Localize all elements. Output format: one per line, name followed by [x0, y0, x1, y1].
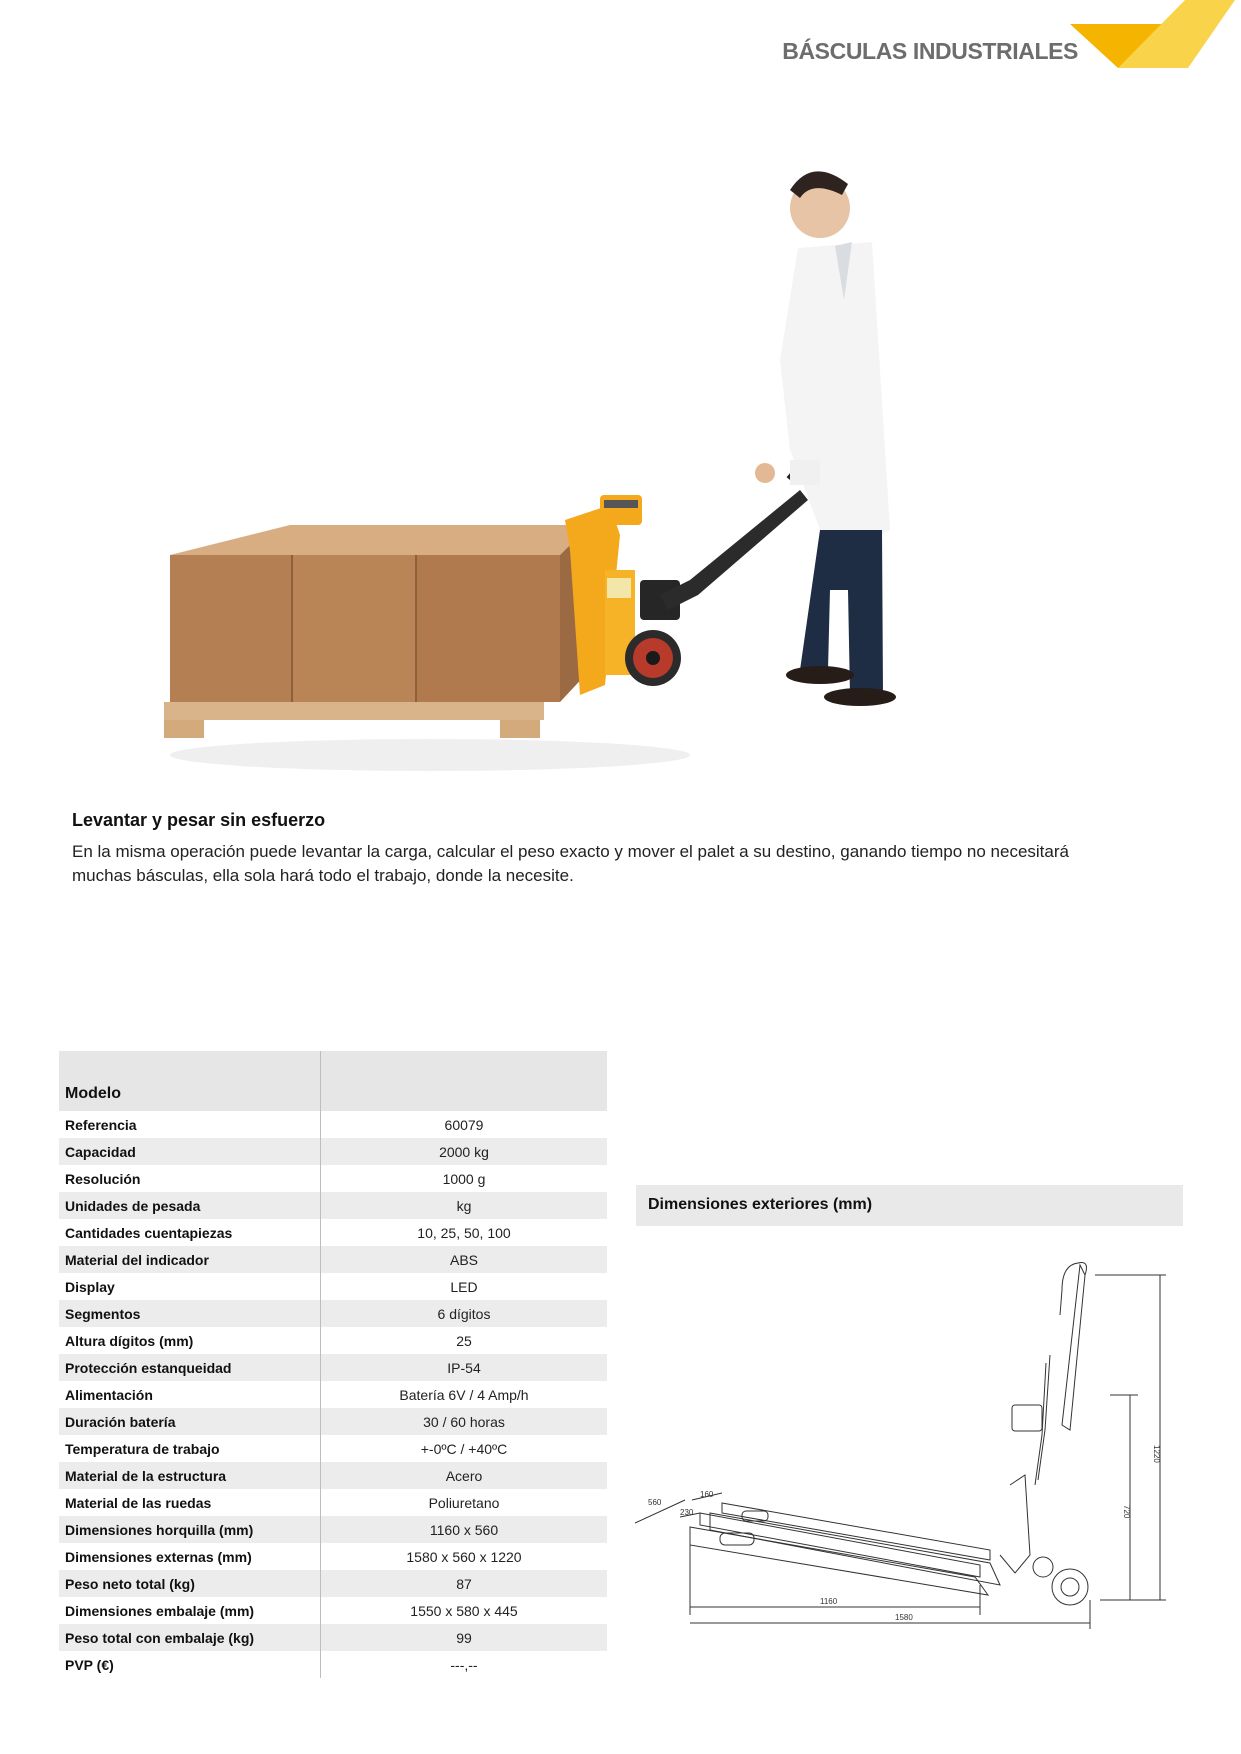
spec-value: 10, 25, 50, 100 — [417, 1224, 511, 1241]
spec-value: +-0ºC / +40ºC — [420, 1440, 508, 1457]
section-title: BÁSCULAS INDUSTRIALES — [782, 38, 1078, 64]
spec-row — [59, 1300, 607, 1327]
spec-row — [59, 1435, 607, 1462]
cardboard-boxes — [170, 525, 590, 702]
spec-value: 6 dígitos — [321, 1300, 608, 1327]
spec-label: Dimensiones horquilla (mm) — [59, 1516, 321, 1543]
spec-label: PVP (€) — [59, 1651, 321, 1678]
spec-label: Capacidad — [59, 1138, 321, 1165]
spec-row — [59, 1111, 607, 1138]
spec-row — [59, 1408, 607, 1435]
dimensions-title: Dimensiones exteriores (mm) — [648, 1196, 873, 1213]
spec-label: Material de la estructura — [59, 1462, 321, 1489]
spec-value: 1550 x 580 x 445 — [410, 1602, 518, 1619]
spec-value: 1000 g — [442, 1170, 486, 1187]
spec-header-row — [59, 1051, 607, 1111]
dim-label-fork-width: 230 — [680, 1508, 694, 1517]
spec-value: 1580 x 560 x 1220 — [406, 1548, 522, 1565]
spec-value: 30 / 60 horas — [321, 1408, 608, 1435]
pallet — [164, 702, 544, 720]
brand-triangle-logo — [1070, 0, 1241, 70]
operator-figure — [755, 171, 896, 706]
dimensions-drawing — [630, 1255, 1170, 1645]
spec-label: Segmentos — [59, 1300, 321, 1327]
spec-row — [59, 1651, 607, 1678]
spec-value: 2000 kg — [321, 1138, 608, 1165]
spec-row — [59, 1354, 607, 1381]
spec-label: Material de las ruedas — [59, 1489, 321, 1516]
dim-label-width: 560 — [648, 1498, 662, 1507]
spec-label: Duración batería — [59, 1408, 321, 1435]
spec-row — [59, 1543, 607, 1570]
spec-label: Display — [59, 1273, 321, 1300]
spec-label: Dimensiones embalaje (mm) — [59, 1597, 321, 1624]
spec-row — [59, 1624, 607, 1651]
hero-product-image — [100, 150, 1000, 790]
dim-label-fork-length: 1160 — [820, 1597, 838, 1606]
spec-value: Poliuretano — [428, 1494, 500, 1511]
dim-label-height-display: 720 — [1122, 1505, 1131, 1519]
spec-label: Protección estanqueidad — [59, 1354, 321, 1381]
spec-row — [59, 1165, 607, 1192]
intro-paragraph: En la misma operación puede levantar la carga, calcular el peso exacto y mover el palet a su destino, ganando tiempo no necesitará muchas básculas, ella sola hará todo el trabajo, donde la necesite. — [72, 842, 1069, 885]
spec-value: Acero — [321, 1462, 608, 1489]
dimensions-header — [636, 1185, 1183, 1226]
spec-row — [59, 1570, 607, 1597]
spec-label: Altura dígitos (mm) — [59, 1327, 321, 1354]
spec-label: Referencia — [59, 1111, 321, 1138]
spec-label: Temperatura de trabajo — [59, 1435, 321, 1462]
spec-value: 60079 — [444, 1116, 484, 1133]
spec-row — [59, 1273, 607, 1300]
spec-label: Peso total con embalaje (kg) — [59, 1624, 321, 1651]
spec-label: Alimentación — [59, 1381, 321, 1408]
spec-value: LED — [450, 1278, 478, 1295]
spec-row — [59, 1381, 607, 1408]
spec-label: Material del indicador — [59, 1246, 321, 1273]
pallet-truck — [565, 459, 835, 695]
spec-header-label: Modelo — [59, 1051, 321, 1111]
spec-value: 87 — [321, 1570, 608, 1597]
spec-label: Unidades de pesada — [59, 1192, 321, 1219]
spec-header-value — [321, 1051, 608, 1111]
spec-value: 1160 x 560 — [321, 1516, 608, 1543]
spec-row — [59, 1246, 607, 1273]
spec-value: 99 — [321, 1624, 608, 1651]
spec-label: Peso neto total (kg) — [59, 1570, 321, 1597]
spec-row — [59, 1138, 607, 1165]
spec-row — [59, 1462, 607, 1489]
spec-value: 25 — [456, 1332, 472, 1349]
dim-label-height-total: 1220 — [1152, 1445, 1161, 1463]
spec-row — [59, 1327, 607, 1354]
spec-value: ---,-- — [450, 1656, 478, 1673]
spec-value: ABS — [321, 1246, 608, 1273]
spec-value: IP-54 — [321, 1354, 608, 1381]
dim-label-total-length: 1580 — [895, 1613, 913, 1622]
spec-row — [59, 1597, 607, 1624]
spec-row — [59, 1192, 607, 1219]
dim-label-fork-gap: 160 — [700, 1490, 714, 1499]
spec-row — [59, 1516, 607, 1543]
spec-table — [59, 1051, 607, 1678]
spec-value: kg — [321, 1192, 608, 1219]
spec-label: Cantidades cuentapiezas — [59, 1219, 321, 1246]
spec-label: Dimensiones externas (mm) — [59, 1543, 321, 1570]
spec-row — [59, 1489, 607, 1516]
spec-row — [59, 1219, 607, 1246]
intro-heading: Levantar y pesar sin esfuerzo — [72, 810, 326, 830]
spec-value: Batería 6V / 4 Amp/h — [399, 1386, 529, 1403]
spec-label: Resolución — [59, 1165, 321, 1192]
